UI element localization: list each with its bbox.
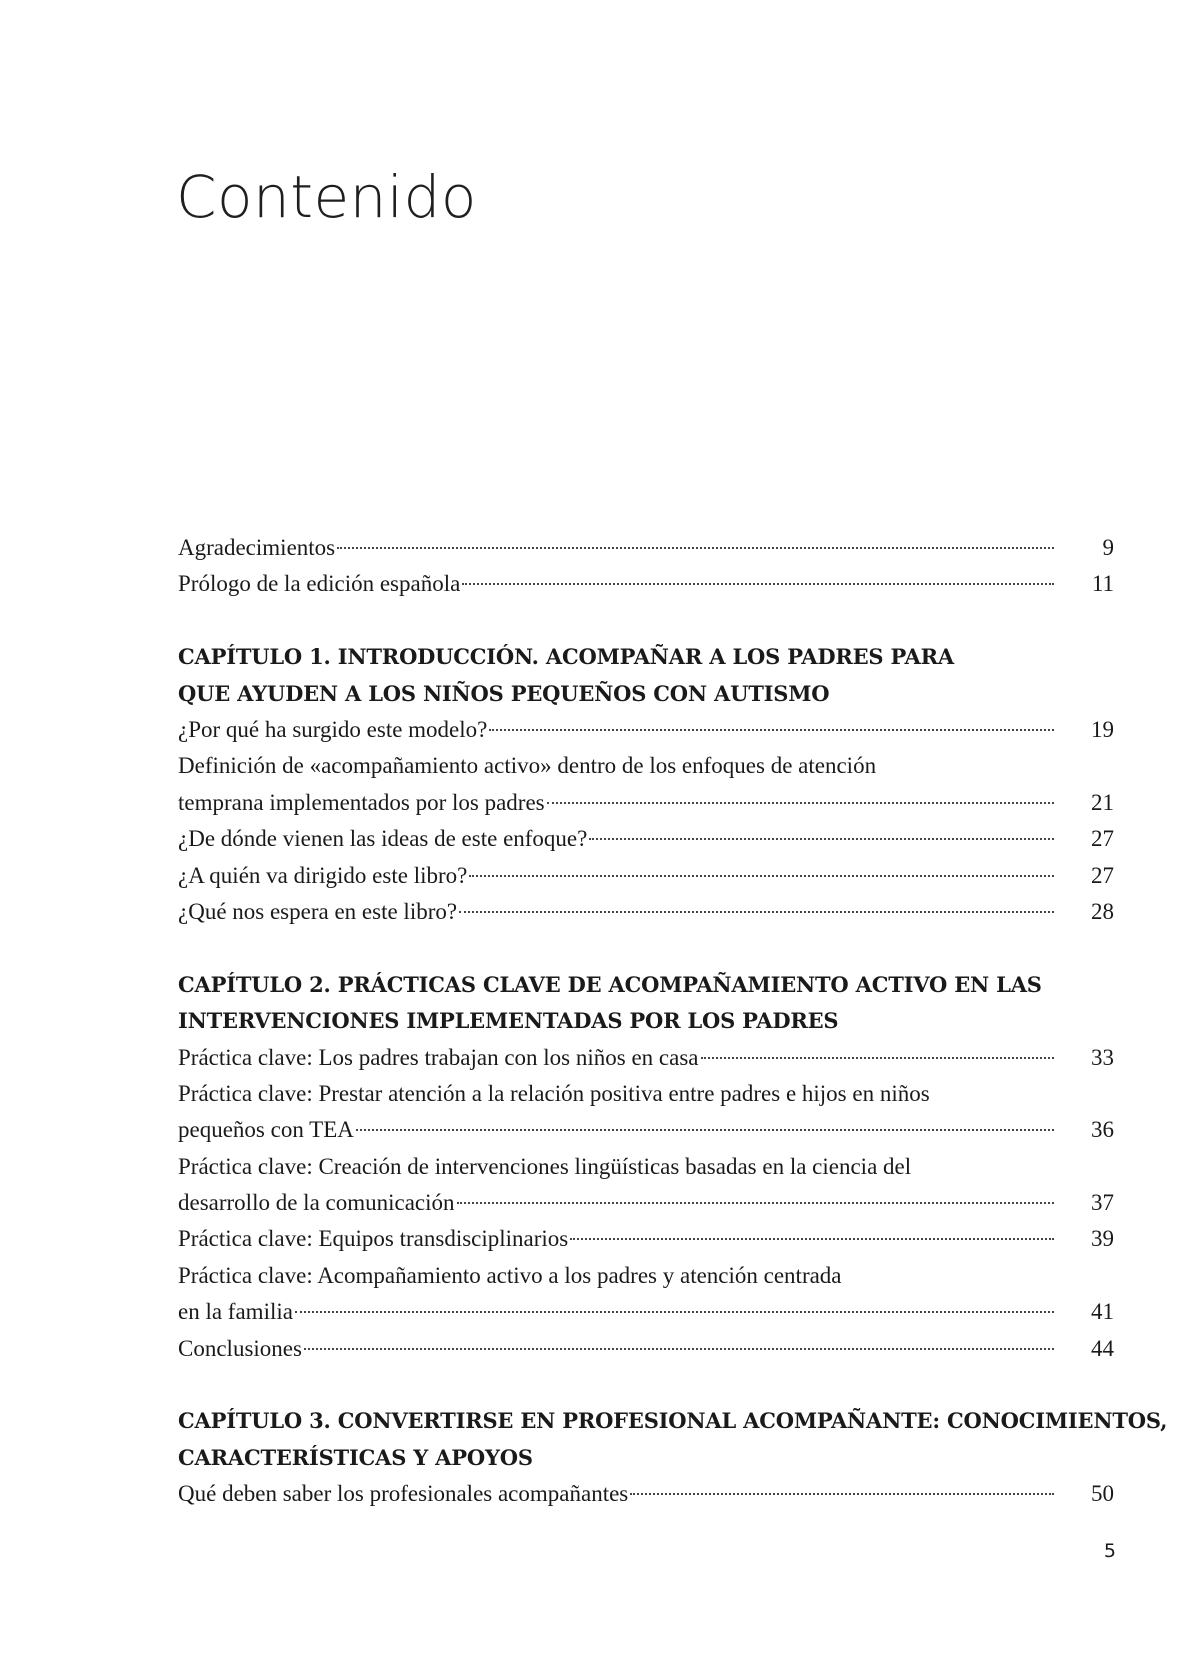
- toc-entry[interactable]: [178, 1258, 1114, 1331]
- toc-entry-line: [178, 1331, 1114, 1367]
- section-spacer: [178, 930, 1114, 966]
- dot-leader: [547, 802, 1054, 804]
- toc-page-number: 28: [1091, 898, 1114, 924]
- toc-entry-line: [178, 1040, 1114, 1076]
- toc-page-number: 27: [1091, 862, 1114, 888]
- toc-entry[interactable]: [178, 1221, 1114, 1257]
- dot-leader: [356, 1129, 1054, 1131]
- toc-page-number: 27: [1091, 826, 1114, 852]
- dot-leader: [630, 1493, 1054, 1495]
- toc-entry-text: Práctica clave: Prestar atención a la relación positiva entre padres e hijos en niños: [178, 1080, 930, 1106]
- dot-leader: [459, 911, 1054, 913]
- chapter-heading[interactable]: CAPÍTULO 3. CONVERTIRSE EN PROFESIONAL ACOMPAÑANTE: CONOCIMIENTOS,: [178, 1408, 1168, 1434]
- toc-entry[interactable]: [178, 748, 1114, 821]
- toc-entry-text: ¿A quién va dirigido este libro?: [178, 862, 468, 888]
- chapter-section: [178, 1403, 1168, 1512]
- page-number: 5: [1103, 1540, 1116, 1562]
- toc-page-number: 11: [1091, 571, 1114, 597]
- toc-entry[interactable]: [178, 566, 1114, 602]
- toc-entry[interactable]: [178, 1076, 1114, 1149]
- toc-entry[interactable]: [178, 894, 1114, 930]
- toc-page-number: 19: [1091, 716, 1114, 742]
- toc-entry-text: ¿De dónde vienen las ideas de este enfoque?: [178, 826, 588, 852]
- chapter-heading[interactable]: CARACTERÍSTICAS Y APOYOS: [178, 1444, 533, 1470]
- toc-entry[interactable]: [178, 821, 1114, 857]
- toc-entry-line: [178, 712, 1114, 748]
- chapter-section: [178, 967, 1114, 1367]
- toc-entry-line: [178, 530, 1114, 566]
- toc-entry-line: [178, 1476, 1114, 1512]
- chapter-heading[interactable]: QUE AYUDEN A LOS NIÑOS PEQUEÑOS CON AUTISMO: [178, 680, 830, 706]
- dot-leader: [570, 1238, 1054, 1240]
- toc-entry-line: [178, 566, 1114, 602]
- toc-page-number: 36: [1091, 1117, 1114, 1143]
- dot-leader: [589, 838, 1054, 840]
- dot-leader: [462, 583, 1054, 585]
- toc-entry[interactable]: [178, 712, 1114, 748]
- toc-entry[interactable]: [178, 1331, 1114, 1367]
- toc-entry-text: en la familia: [178, 1299, 293, 1325]
- toc-page-number: 37: [1091, 1190, 1114, 1216]
- toc-entry[interactable]: [178, 530, 1114, 566]
- dot-leader: [701, 1057, 1055, 1059]
- toc-entry-line: [178, 785, 1114, 821]
- toc-entry-line: [178, 858, 1114, 894]
- dot-leader: [469, 875, 1054, 877]
- toc-page-number: 33: [1091, 1044, 1114, 1070]
- toc-entry-line: [178, 1294, 1114, 1330]
- dot-leader: [295, 1311, 1054, 1313]
- toc-entry[interactable]: [178, 1040, 1114, 1076]
- toc-entry-text: pequeños con TEA: [178, 1117, 354, 1143]
- chapter-heading[interactable]: CAPÍTULO 2. PRÁCTICAS CLAVE DE ACOMPAÑAMIENTO ACTIVO EN LAS: [178, 971, 1042, 997]
- toc-page-number: 50: [1091, 1481, 1114, 1507]
- toc-entry-text: Agradecimientos: [178, 535, 336, 560]
- toc-entry-text: Prólogo de la edición española: [178, 571, 461, 597]
- toc-entry[interactable]: [178, 1476, 1114, 1512]
- toc-entry-line: [178, 1221, 1114, 1257]
- dot-leader: [489, 729, 1054, 731]
- toc-page-number: 9: [1102, 535, 1114, 560]
- toc-entry-text: Conclusiones: [178, 1335, 302, 1361]
- toc-entry-text: Práctica clave: Creación de intervenciones lingüísticas basadas en la ciencia del: [178, 1153, 912, 1179]
- toc-entry[interactable]: [178, 1149, 1114, 1222]
- toc-page-number: 44: [1091, 1335, 1114, 1361]
- toc-entry[interactable]: [178, 858, 1114, 894]
- toc-entry-text: Práctica clave: Equipos transdisciplinarios: [178, 1226, 569, 1252]
- dot-leader: [457, 1202, 1054, 1204]
- toc-entry-text: Qué deben saber los profesionales acompañantes: [178, 1481, 629, 1507]
- section-spacer: [178, 1367, 1114, 1403]
- toc-entry-text: ¿Por qué ha surgido este modelo?: [178, 716, 488, 742]
- toc-entry-text: desarrollo de la comunicación: [178, 1190, 455, 1216]
- page-title: Contenido: [176, 163, 477, 231]
- dot-leader: [304, 1348, 1054, 1350]
- section-spacer: [178, 603, 1114, 639]
- toc-entry-text: Práctica clave: Acompañamiento activo a los padres y atención centrada: [178, 1262, 842, 1288]
- chapter-section: [178, 639, 1114, 930]
- toc-page-number: 41: [1091, 1299, 1114, 1325]
- toc-entry-line: [178, 821, 1114, 857]
- toc-entry-text: Práctica clave: Los padres trabajan con los niños en casa: [178, 1044, 699, 1070]
- toc-page-number: 39: [1091, 1226, 1114, 1252]
- table-of-contents: [178, 530, 1168, 1513]
- chapter-heading[interactable]: CAPÍTULO 1. INTRODUCCIÓN. ACOMPAÑAR A LOS PADRES PARA: [178, 644, 954, 670]
- dot-leader: [337, 547, 1054, 549]
- toc-entry-text: temprana implementados por los padres: [178, 789, 545, 815]
- toc-entry-text: Definición de «acompañamiento activo» dentro de los enfoques de atención: [178, 753, 877, 779]
- chapter-heading[interactable]: INTERVENCIONES IMPLEMENTADAS POR LOS PADRES: [178, 1008, 839, 1034]
- toc-entry-line: [178, 1185, 1114, 1221]
- toc-page-number: 21: [1091, 789, 1114, 815]
- toc-entry-text: ¿Qué nos espera en este libro?: [178, 898, 458, 924]
- toc-entry-line: [178, 1112, 1114, 1148]
- toc-entry-line: [178, 894, 1114, 930]
